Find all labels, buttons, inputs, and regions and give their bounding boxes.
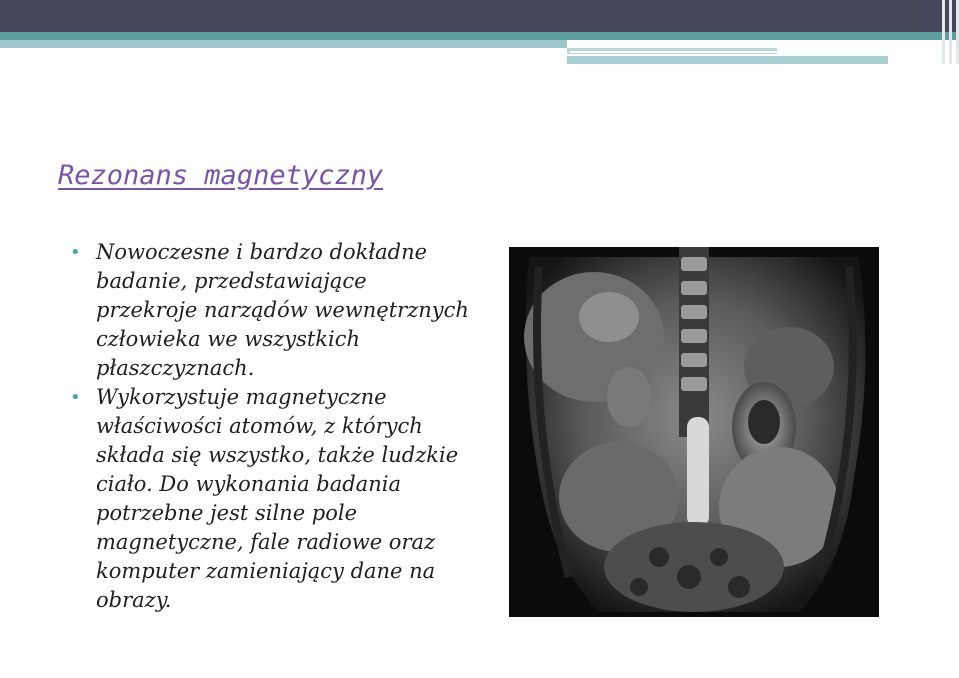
header-accent-stripe	[0, 32, 959, 40]
header-accent-stripe-short	[567, 56, 888, 64]
header-stripe	[942, 0, 945, 64]
header-divider-line	[570, 51, 886, 53]
slide-title: Rezonans magnetyczny	[58, 160, 384, 191]
bullet-dot-icon: •	[70, 242, 81, 263]
bullet-text: Wykorzystuje magnetyczne właściwości atomów, z których składa się wszystko, także ludzkie ciało. Do wykonania badania potrzebne jest silne pole magnetyczne, fale radiowe oraz komputer zamieniający dane na obrazy.	[96, 385, 459, 612]
mri-scan-image	[509, 247, 879, 617]
header-right-stripes	[919, 0, 959, 64]
bullet-item	[70, 238, 470, 383]
mri-scan-graphic	[509, 247, 879, 617]
header-accent-stripe-light	[0, 40, 567, 48]
bullet-text: Nowoczesne i bardzo dokładne badanie, przedstawiające przekroje narządów wewnętrznych człowieka we wszystkich płaszczyznach.	[96, 240, 469, 380]
header-bar	[0, 0, 959, 32]
header-stripe	[949, 0, 952, 64]
bullet-item	[70, 383, 470, 615]
bullet-dot-icon: •	[70, 387, 81, 408]
bullet-list	[70, 238, 470, 615]
